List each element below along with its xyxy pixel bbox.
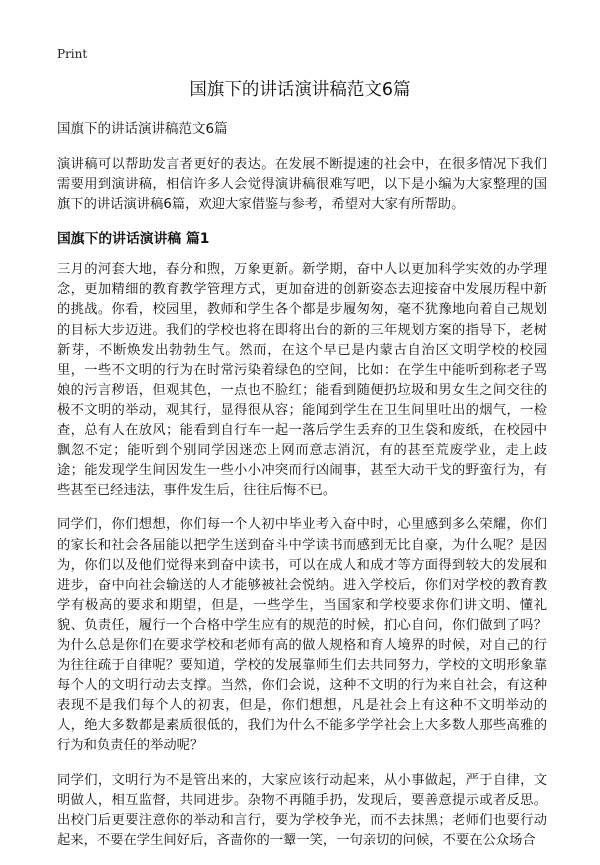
document-subtitle: 国旗下的讲话演讲稿范文6篇 [57, 121, 228, 137]
body-paragraph-1: 三月的河套大地，春分和煦，万象更新。新学期，奋中人以更加科学实效的办学理念，更加精细的教育教学管理方式，更加奋进的创新姿态去迎接奋中发展历程中新的挑战。你看，校园里，教师和学生各个都是步履匆匆，毫不犹豫地向着自己规划的目标大步迈进。我们的学校也将在即将出台的新的三年规划方案的指导下，老树新芽，不断焕发出勃勃生气。然而，在这个早已是内蒙古自治区文明学校的校园里，一些不文明的行为在时常污染着绿色的空间，比如：在学生中能听到称老子骂娘的污言秽语，但观其色，一点也不脸红；能看到随便扔垃圾和男女生之间交往的极不文明的举动，观其行，显得很从容；能闻到学生在卫生间里吐出的烟气，一检查，总有人在放风；能看到自行车一起一落后学生丢弃的卫生袋和废纸，在校园中飘忽不定；能听到个别同学因迷恋上网而意志消沉，有的甚至荒废学业，走上歧途；能发现学生间因发生一些小小冲突而行凶闹事，甚至大动干戈的野蛮行为，有些甚至已经违法，事件发生后，往往后悔不已。 [57, 262, 547, 499]
print-link[interactable]: Print [57, 47, 88, 61]
body-paragraph-2: 同学们，你们想想，你们每一个人初中毕业考入奋中时，心里感到多么荣耀，你们的家长和社会各届能以把学生送到奋斗中学读书而感到无比自豪，为什么呢？是因为，你们以及他们觉得来到奋中读书，可以在成人和成才等方面得到较大的发展和进步，奋中向社会输送的人才能够被社会悦纳。进入学校后，你们对学校的教育教学有极高的要求和期望，但是，一些学生，当国家和学校要求你们讲文明、懂礼貌、负责任，履行一个合格中学生应有的规范的时候，扪心自问，你们做到了吗？为什么总是你们在要求学校和老师有高的做人规格和育人境界的时候，对自己的行为往往疏于自律呢？要知道，学校的发展靠师生们去共同努力，学校的文明形象靠每个人的文明行动去支撑。当然，你们会说，这种不文明的行为来自社会，有这种表现不是我们每个人的初衷，但是，你们想想，凡是社会上有这种不文明举动的人，绝大多数都是素质很低的，我们为什么不能多学学社会上大多数人那些高雅的行为和负责任的举动呢？ [57, 517, 547, 754]
body-paragraph-3: 同学们，文明行为不是管出来的，大家应该行动起来，从小事做起，严于自律，文明做人，相互监督，共同进步。杂物不再随手扔，发现后，要善意提示或者反思。出校门后更要注意你的举动和言行，要为学校争光，而不去抹黑；老师们也要行动起来，不要在学生间好后，吝啬你的一颦一笑，一句亲切的问候，不要在公众场合 [57, 772, 547, 848]
page-title: 国旗下的讲话演讲稿范文6篇 [189, 80, 411, 100]
document-body [57, 119, 547, 865]
intro-paragraph: 演讲稿可以帮助发言者更好的表达。在发展不断提速的社会中，在很多情况下我们需要用到演讲稿，相信许多人会觉得演讲稿很难写吧，以下是小编为大家整理的国旗下的讲话演讲稿6篇，欢迎大家借鉴与参考，希望对大家有所帮助。 [57, 157, 547, 213]
section-heading: 国旗下的讲话演讲稿 篇1 [57, 231, 210, 248]
